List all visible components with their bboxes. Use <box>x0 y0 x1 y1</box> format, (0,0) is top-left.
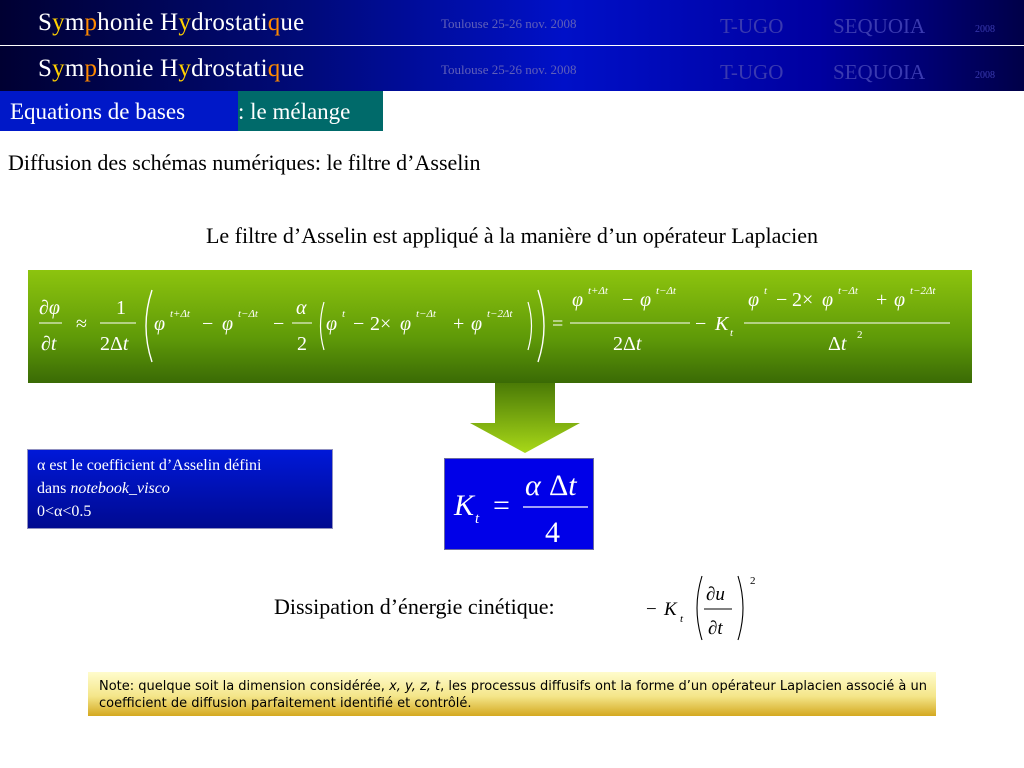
svg-text:−: − <box>622 289 634 311</box>
svg-text:φ: φ <box>572 289 584 311</box>
title-fragment: y <box>178 55 192 82</box>
svg-text:+: + <box>876 289 888 311</box>
title-fragment: drostati <box>191 9 268 36</box>
title-fragment: y <box>52 55 65 82</box>
svg-text:φ: φ <box>222 313 234 335</box>
header-band-duplicate <box>0 46 1024 91</box>
svg-text:t: t <box>475 511 480 527</box>
svg-text:φ: φ <box>640 289 652 311</box>
section-title-label: Equations de bases <box>10 99 186 124</box>
svg-text:α: α <box>525 469 541 502</box>
svg-text:φ: φ <box>154 313 166 335</box>
info-line-3: 0<α<0.5 <box>37 503 92 520</box>
svg-text:t−Δt: t−Δt <box>838 285 858 297</box>
svg-text:−: − <box>695 313 707 335</box>
svg-text:2×: 2× <box>370 313 392 335</box>
year-label: 2008 <box>975 70 995 81</box>
section-title <box>0 91 238 131</box>
title-fragment: honie H <box>97 55 179 82</box>
svg-text:1: 1 <box>116 297 126 319</box>
svg-text:−: − <box>353 313 365 335</box>
svg-text:−: − <box>202 313 214 335</box>
svg-text:2: 2 <box>297 333 307 355</box>
svg-text:φ: φ <box>822 289 834 311</box>
svg-text:2Δt: 2Δt <box>100 333 129 355</box>
svg-text:+: + <box>453 313 465 335</box>
asselin-filter-equation-box <box>28 270 972 383</box>
svg-text:φ: φ <box>748 289 760 311</box>
svg-text:−: − <box>776 289 788 311</box>
svg-text:K: K <box>715 313 729 335</box>
svg-text:=: = <box>493 489 510 522</box>
title-fragment: m <box>64 9 85 36</box>
dissipation-label: Dissipation d’énergie cinétique: <box>274 594 555 619</box>
note-box <box>88 672 936 716</box>
event-label: Toulouse 25-26 nov. 2008 <box>441 62 577 77</box>
svg-text:2Δt: 2Δt <box>613 333 642 355</box>
svg-text:4: 4 <box>545 516 560 549</box>
org-label-tugo: T-UGO <box>720 60 784 84</box>
info-line-1: α est le coefficient d’Asselin défini <box>37 457 262 474</box>
title-fragment: p <box>84 55 98 82</box>
note-variables: x, y, z, t <box>389 679 441 694</box>
title-fragment: drostati <box>191 55 268 82</box>
svg-text:t−Δt: t−Δt <box>416 308 436 320</box>
note-text-suffix: , les processus diffusifs ont la forme d’un opérateur Laplacien associé à un coefficient de diffusion parfaitement identifié et contrôlé. <box>99 679 927 711</box>
header-band <box>0 0 1024 45</box>
svg-text:t+Δt: t+Δt <box>588 285 608 297</box>
svg-text:∂t: ∂t <box>708 618 723 639</box>
svg-text:t: t <box>764 285 768 297</box>
down-arrow-icon <box>470 383 580 453</box>
svg-text:2: 2 <box>750 575 756 587</box>
info-line-2 <box>37 477 332 500</box>
year-label: 2008 <box>975 24 995 35</box>
dissipation-formula <box>640 568 770 648</box>
title-fragment: p <box>84 9 98 36</box>
org-label-sequoia: SEQUOIA <box>833 60 926 84</box>
svg-text:−: − <box>646 599 657 620</box>
svg-text:−: − <box>273 313 285 335</box>
notebook-reference: notebook_visco <box>70 480 170 497</box>
note-text-prefix: Note: quelque soit la dimension considérée, <box>99 679 390 694</box>
svg-text:α: α <box>296 297 307 319</box>
svg-text:∂u: ∂u <box>706 584 725 605</box>
svg-text:t−2Δt: t−2Δt <box>487 308 513 320</box>
svg-text:Δt: Δt <box>828 333 847 355</box>
presentation-title <box>38 9 304 37</box>
svg-text:t−Δt: t−Δt <box>238 308 258 320</box>
title-fragment: S <box>38 55 53 82</box>
info-line-2-prefix: dans <box>37 480 71 497</box>
presentation-title <box>38 55 304 83</box>
title-fragment: S <box>38 9 53 36</box>
svg-text:t: t <box>342 308 346 320</box>
org-label-tugo: T-UGO <box>720 14 784 38</box>
kt-formula-box <box>444 458 594 550</box>
title-fragment: q <box>267 9 281 36</box>
svg-text:2×: 2× <box>792 289 814 311</box>
svg-text:t−Δt: t−Δt <box>656 285 676 297</box>
svg-text:=: = <box>552 313 564 335</box>
title-fragment: honie H <box>97 9 179 36</box>
svg-text:φ: φ <box>400 313 412 335</box>
title-fragment: m <box>64 55 85 82</box>
svg-text:K: K <box>664 599 677 620</box>
org-label-sequoia: SEQUOIA <box>833 14 926 38</box>
event-label: Toulouse 25-26 nov. 2008 <box>441 16 577 31</box>
svg-text:φ: φ <box>326 313 338 335</box>
svg-text:t: t <box>680 613 684 625</box>
section-subtitle-label: : le mélange <box>238 99 351 124</box>
svg-text:2: 2 <box>857 329 863 341</box>
svg-text:t+Δt: t+Δt <box>170 308 190 320</box>
asselin-coefficient-info <box>27 449 333 529</box>
svg-text:≈: ≈ <box>76 313 87 335</box>
slide-heading: Diffusion des schémas numériques: le filtre d’Asselin <box>8 150 481 175</box>
slide-subheading: Le filtre d’Asselin est appliqué à la manière d’un opérateur Laplacien <box>205 223 819 248</box>
svg-text:t−2Δt: t−2Δt <box>910 285 936 297</box>
title-fragment: q <box>267 55 281 82</box>
kt-formula <box>445 459 593 549</box>
section-subtitle <box>238 91 383 131</box>
svg-text:φ: φ <box>471 313 483 335</box>
svg-text:K: K <box>454 489 475 522</box>
svg-text:t: t <box>730 327 734 339</box>
title-fragment: y <box>178 9 192 36</box>
title-fragment: ue <box>280 55 305 82</box>
title-fragment: ue <box>280 9 305 36</box>
svg-text:∂φ: ∂φ <box>39 297 60 319</box>
svg-text:∂t: ∂t <box>41 333 57 355</box>
asselin-filter-equation <box>28 270 972 383</box>
svg-text:Δt: Δt <box>549 469 577 502</box>
title-fragment: y <box>52 9 65 36</box>
svg-text:φ: φ <box>894 289 906 311</box>
